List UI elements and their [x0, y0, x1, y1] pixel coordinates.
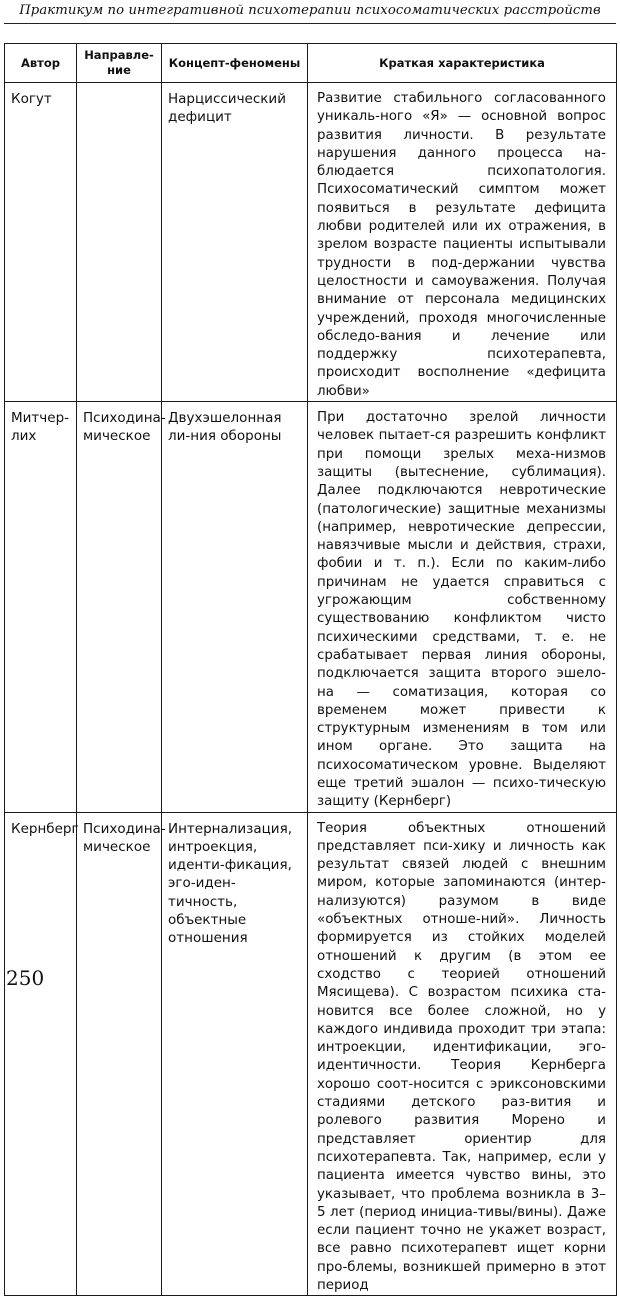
table-row: [5, 83, 617, 402]
cell-concepts: Нарциссический дефицит: [162, 83, 308, 402]
cell-description: При достаточно зрелой личности человек пытает-ся разрешить конфликт при помощи зрелых меха-низмов защиты (вытеснение, сублимация). Далее подключаются невротические (патологические) защитные механизмы (например, невротические депрессии, навязчивые мысли и действия, страхи, фобии и т. п.). Если по каким-либо причинам не удается справиться с угрожающим собственному существованию конфликтом чисто психическими средствами, т. е. не срабатывает первая линия обороны, подключается защита второго эшело-на — соматизация, которая со временем может привести к структурным изменениям в том или ином органе. Это защита на психосоматическом уровне. Выделяют еще третий эшалон — психо-тическую защиту (Кернберг): [308, 402, 617, 813]
cell-direction: [77, 83, 162, 402]
cell-author: Когут: [5, 83, 77, 402]
cell-concepts: Интернализация, интроекция, иденти-фикация, эго-иден-тичность, объектные отношения: [162, 812, 308, 1296]
cell-description: Развитие стабильного согласованного уникаль-ного «Я» — основной вопрос развития личности. В результате нарушения данного процесса на-блюдается психопатология. Психосоматический симптом может появиться в результате дефицита любви родителей или их отражения, в зрелом возрасте пациенты испытывали трудности в под-держании чувства целостности и самоуважения. Получая внимание от персонала медицинских учреждений, проходя многочисленные обследо-вания и лечение или поддержку психотерапевта, происходит восполнение «дефицита любви»: [308, 83, 617, 402]
cell-author: Кернберг: [5, 812, 77, 1296]
running-title: Практикум по интегративной психотерапии психосоматических расстройств: [19, 3, 601, 18]
header-direction: [77, 44, 162, 83]
cell-concepts: Двухэшелонная ли-ния обороны: [162, 402, 308, 813]
header-description: Краткая характеристика: [308, 44, 617, 83]
cell-direction: Психодина-мическое: [77, 812, 162, 1296]
cell-direction: Психодина-мическое: [77, 402, 162, 813]
header-direction-text: Направле- ние: [84, 48, 154, 77]
table-row: [5, 402, 617, 813]
header-concepts: Концепт-феномены: [162, 44, 308, 83]
cell-author: Митчер-лих: [5, 402, 77, 813]
table-row: [5, 812, 617, 1296]
page-number: 250: [6, 966, 45, 990]
header-rule: [4, 23, 616, 24]
cell-description: Теория объектных отношений представляет пси-хику и личность как результат связей людей с внешним миром, которые запоминаются (интер-нализуются) разумом в виде «объектных отноше-ний». Личность формируется из стойких моделей отношений к другим (в этом ее сходство с теорией отношений Мясищева). С возрастом психика ста-новится все более сложной, но у каждого индивида проходит три этапа: интроекции, идентификации, эго-идентичности. Теория Кернберга хорошо соот-носится с эриксоновскими стадиями детского раз-вития и ролевого развития Морено и представляет ориентир для психотерапевта. Так, например, если у пациента имеется чувство вины, это указывает, что проблема возникла в 3–5 лет (период инициа-тивы/вины). Даже если пациент точно не укажет возраст, все равно психотерапевт ищет корни про-блемы, возникшей примерно в этот период: [308, 812, 617, 1296]
header-author: Автор: [5, 44, 77, 83]
main-table: [4, 43, 617, 1296]
table-header-row: [5, 44, 617, 83]
